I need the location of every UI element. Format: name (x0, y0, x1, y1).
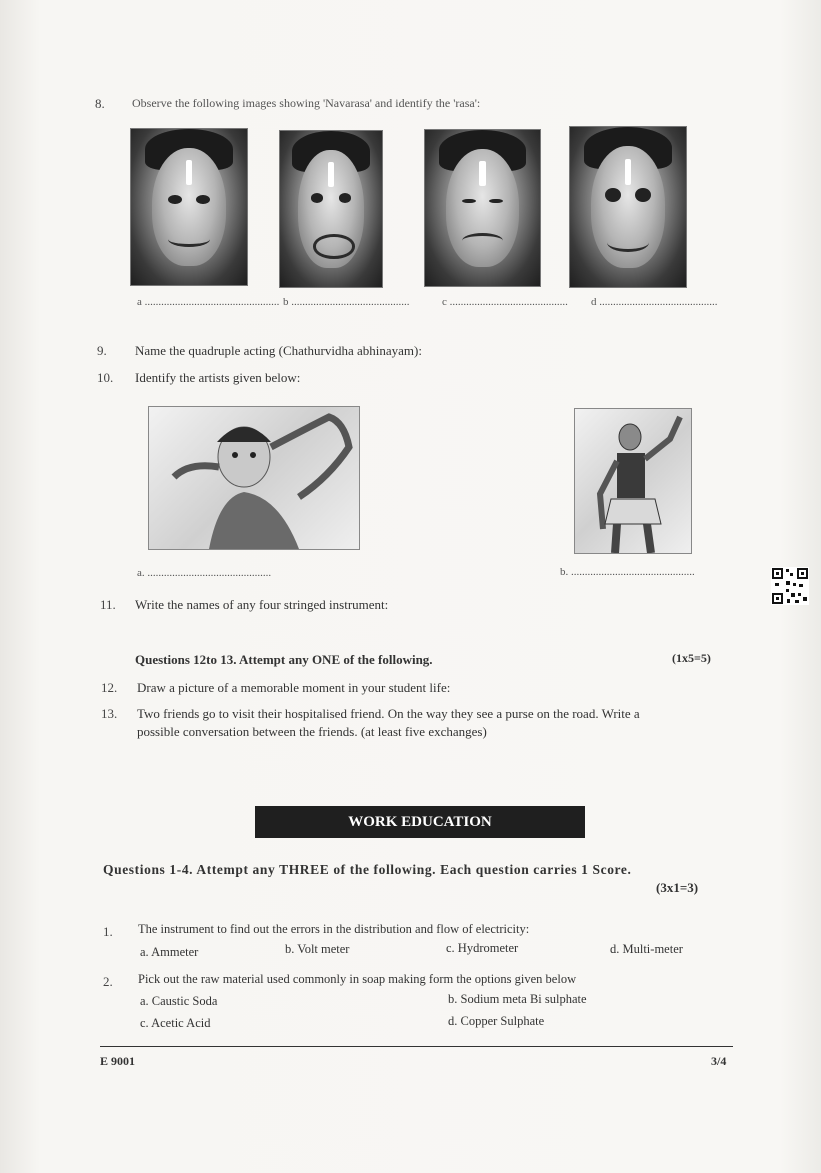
q8-blank-a: a ................................................. (137, 296, 280, 308)
we-q1-option-c: c. Hydrometer (446, 941, 519, 955)
q13-number: 13. (101, 706, 118, 721)
q8-blank-b: b ........................................... (283, 296, 410, 308)
we-q1-option-b: b. Volt meter (285, 942, 350, 956)
q10-blank-b: b. ............................................. (560, 566, 695, 578)
we-q2-option-a: a. Caustic Soda (140, 994, 218, 1008)
q10-blank-a: a. ............................................. (137, 567, 272, 579)
q10-text: Identify the artists given below: (135, 370, 301, 385)
choice-section-marks: (1x5=5) (672, 651, 711, 665)
navarasa-image-a (130, 128, 248, 286)
navarasa-image-b (279, 130, 383, 288)
work-education-marks: (3x1=3) (656, 880, 699, 895)
we-q2-option-b: b. Sodium meta Bi sulphate (448, 992, 587, 1006)
work-education-title: WORK EDUCATION (255, 806, 585, 838)
qr-code-icon (771, 567, 809, 605)
navarasa-image-d (569, 126, 687, 288)
navarasa-image-c (424, 129, 541, 287)
q10-number: 10. (97, 370, 114, 385)
q9-text: Name the quadruple acting (Chathurvidha abhinayam): (135, 343, 422, 358)
q12-text: Draw a picture of a memorable moment in your student life: (137, 680, 451, 695)
footer-rule (100, 1046, 733, 1047)
we-q2-number: 2. (103, 974, 113, 989)
we-q2-option-c: c. Acetic Acid (140, 1016, 211, 1030)
we-q2-option-d: d. Copper Sulphate (448, 1014, 545, 1028)
q13-line1: Two friends go to visit their hospitalised friend. On the way they see a purse on the road. Write a (137, 706, 640, 721)
artist-image-b (574, 408, 692, 554)
q8-text: Observe the following images showing 'Navarasa' and identify the 'rasa': (132, 96, 481, 110)
q9-number: 9. (97, 343, 107, 358)
q11-number: 11. (100, 597, 116, 612)
q12-number: 12. (101, 680, 118, 695)
q8-blank-d: d ........................................... (591, 296, 718, 308)
we-q1-text: The instrument to find out the errors in the distribution and flow of electricity: (138, 922, 530, 936)
we-q1-number: 1. (103, 924, 113, 939)
paper-code: E 9001 (100, 1054, 136, 1068)
q11-text: Write the names of any four stringed instrument: (135, 597, 389, 612)
q8-number: 8. (95, 96, 105, 111)
we-q1-option-a: a. Ammeter (140, 945, 199, 959)
choice-section-heading: Questions 12to 13. Attempt any ONE of the following. (135, 652, 433, 667)
we-q2-text: Pick out the raw material used commonly in soap making form the options given below (138, 972, 577, 986)
we-q1-option-d: d. Multi-meter (610, 942, 683, 956)
work-education-heading: Questions 1-4. Attempt any THREE of the following. Each question carries 1 Score. (103, 862, 632, 877)
q13-line2: possible conversation between the friends. (at least five exchanges) (137, 724, 487, 739)
q8-blank-c: c ........................................... (442, 296, 568, 308)
page-number: 3/4 (711, 1054, 727, 1068)
artist-image-a (148, 406, 360, 550)
